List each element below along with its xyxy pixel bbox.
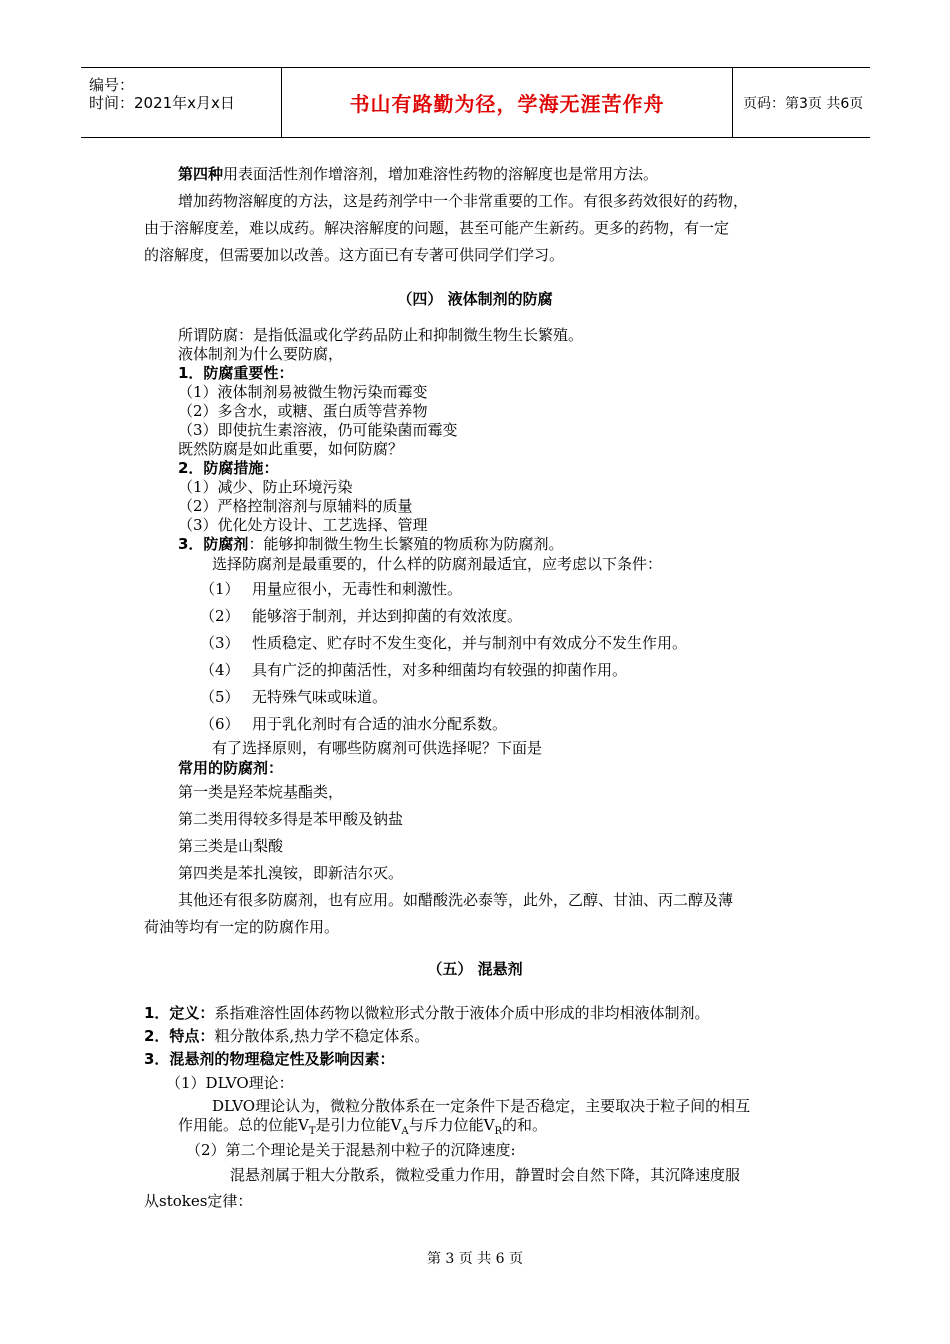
heading-common-preservatives: 常用的防腐剂：	[178, 759, 284, 777]
selection-intro: 选择防腐剂是最重要的，什么样的防腐剂最适宜，应考虑以下条件：	[212, 555, 663, 573]
sedimentation-line1: 混悬剂属于粗大分散系，微粒受重力作用，静置时会自然下降，其沉降速度服	[230, 1166, 741, 1184]
paragraph-solubility-line1: 增加药物溶解度的方法，这是药剂学中一个非常重要的工作。有很多药效很好的药物，	[178, 192, 749, 210]
header-info-cell	[81, 68, 282, 137]
dlvo-line1: DLVO理论认为，微粒分散体系在一定条件下是否稳定，主要取决于粒子间的相互	[212, 1097, 751, 1115]
other-preservatives-line2: 荷油等均有一定的防腐作用。	[144, 918, 340, 936]
condition-item: （3） 性质稳定、贮存时不发生变化，并与制剂中有效成分不发生作用。	[200, 634, 688, 652]
paragraph-fourth-method: 第四种用表面活性剂作增溶剂，增加难溶性药物的溶解度也是常用方法。	[178, 165, 659, 183]
principle-line: 有了选择原则，有哪些防腐剂可供选择呢？下面是	[212, 739, 543, 757]
preservation-why: 液体制剂为什么要防腐，	[178, 345, 344, 363]
question-line: 既然防腐是如此重要，如何防腐？	[178, 440, 404, 458]
condition-item: （6） 用于乳化剂时有合适的油水分配系数。	[200, 715, 508, 733]
header-page-cell	[733, 68, 870, 137]
preservative-class: 第四类是苯扎溴铵，即新洁尔灭。	[178, 864, 404, 882]
header-page-label: 页码：第3页 共6页	[743, 95, 864, 112]
heading-importance: 1．防腐重要性：	[178, 364, 294, 382]
condition-item: （1） 用量应很小，无毒性和刺激性。	[200, 580, 463, 598]
page-header	[81, 67, 870, 138]
sedimentation-heading: （2）第二个理论是关于混悬剂中粒子的沉降速度:	[186, 1141, 516, 1159]
paragraph-solubility-line3: 的溶解度，但需要加以改善。这方面已有专著可供同学们学习。	[144, 246, 565, 264]
dlvo-line2: 作用能。总的位能$V_T$是引力位能$V_A$与斥力位能$V_R$的和。	[178, 1116, 547, 1137]
preservation-definition: 所谓防腐：是指低温或化学药品防止和抑制微生物生长繁殖。	[178, 326, 584, 344]
list-item: （1）减少、防止环境污染	[178, 478, 353, 496]
header-motto-cell	[282, 68, 733, 137]
suspension-definition: 1．定义：系指难溶性固体药物以微粒形式分散于液体介质中形成的非均相液体制剂。	[144, 1004, 710, 1022]
heading-measures: 2．防腐措施：	[178, 459, 279, 477]
other-preservatives-line1: 其他还有很多防腐剂，也有应用。如醋酸洗必泰等，此外，乙醇、甘油、丙二醇及薄	[178, 891, 734, 909]
section-title-preservation: （四） 液体制剂的防腐	[397, 290, 553, 308]
list-item: （2）多含水，或糖、蛋白质等营养物	[178, 402, 428, 420]
condition-item: （2） 能够溶于制剂，并达到抑菌的有效浓度。	[200, 607, 523, 625]
list-item: （2）严格控制溶剂与原辅料的质量	[178, 497, 413, 515]
sedimentation-line2: 从stokes定律：	[144, 1192, 253, 1210]
list-item: （1）液体制剂易被微生物污染而霉变	[178, 383, 428, 401]
preservative-class: 第三类是山梨酸	[178, 837, 284, 855]
dlvo-heading: （1）DLVO理论：	[166, 1074, 294, 1092]
paragraph-solubility-line2: 由于溶解度差，难以成药。解决溶解度的问题，甚至可能产生新药。更多的药物，有一定	[144, 219, 730, 237]
document-time-label: 时间：2021年x月x日	[89, 94, 235, 112]
preservative-class: 第二类用得较多得是苯甲酸及钠盐	[178, 810, 404, 828]
list-item: （3）优化处方设计、工艺选择、管理	[178, 516, 428, 534]
preservative-class: 第一类是羟苯烷基酯类，	[178, 783, 344, 801]
page-footer: 第 3 页 共 6 页	[426, 1251, 524, 1267]
fourth-method-label: 第四种	[178, 165, 224, 183]
header-motto: 书山有路勤为径，学海无涯苦作舟	[349, 92, 665, 116]
heading-preservatives: 3．防腐剂：能够抑制微生物生长繁殖的物质称为防腐剂。	[178, 535, 564, 553]
document-number-label: 编号：	[89, 76, 135, 94]
condition-item: （5） 无特殊气味或味道。	[200, 688, 388, 706]
condition-item: （4） 具有广泛的抑菌活性，对多种细菌均有较强的抑菌作用。	[200, 661, 628, 679]
suspension-features: 2．特点：粗分散体系,热力学不稳定体系。	[144, 1027, 430, 1045]
heading-physical-stability: 3．混悬剂的物理稳定性及影响因素：	[144, 1050, 395, 1068]
list-item: （3）即使抗生素溶液，仍可能染菌而霉变	[178, 421, 458, 439]
section-title-suspension: （五） 混悬剂	[427, 960, 523, 978]
